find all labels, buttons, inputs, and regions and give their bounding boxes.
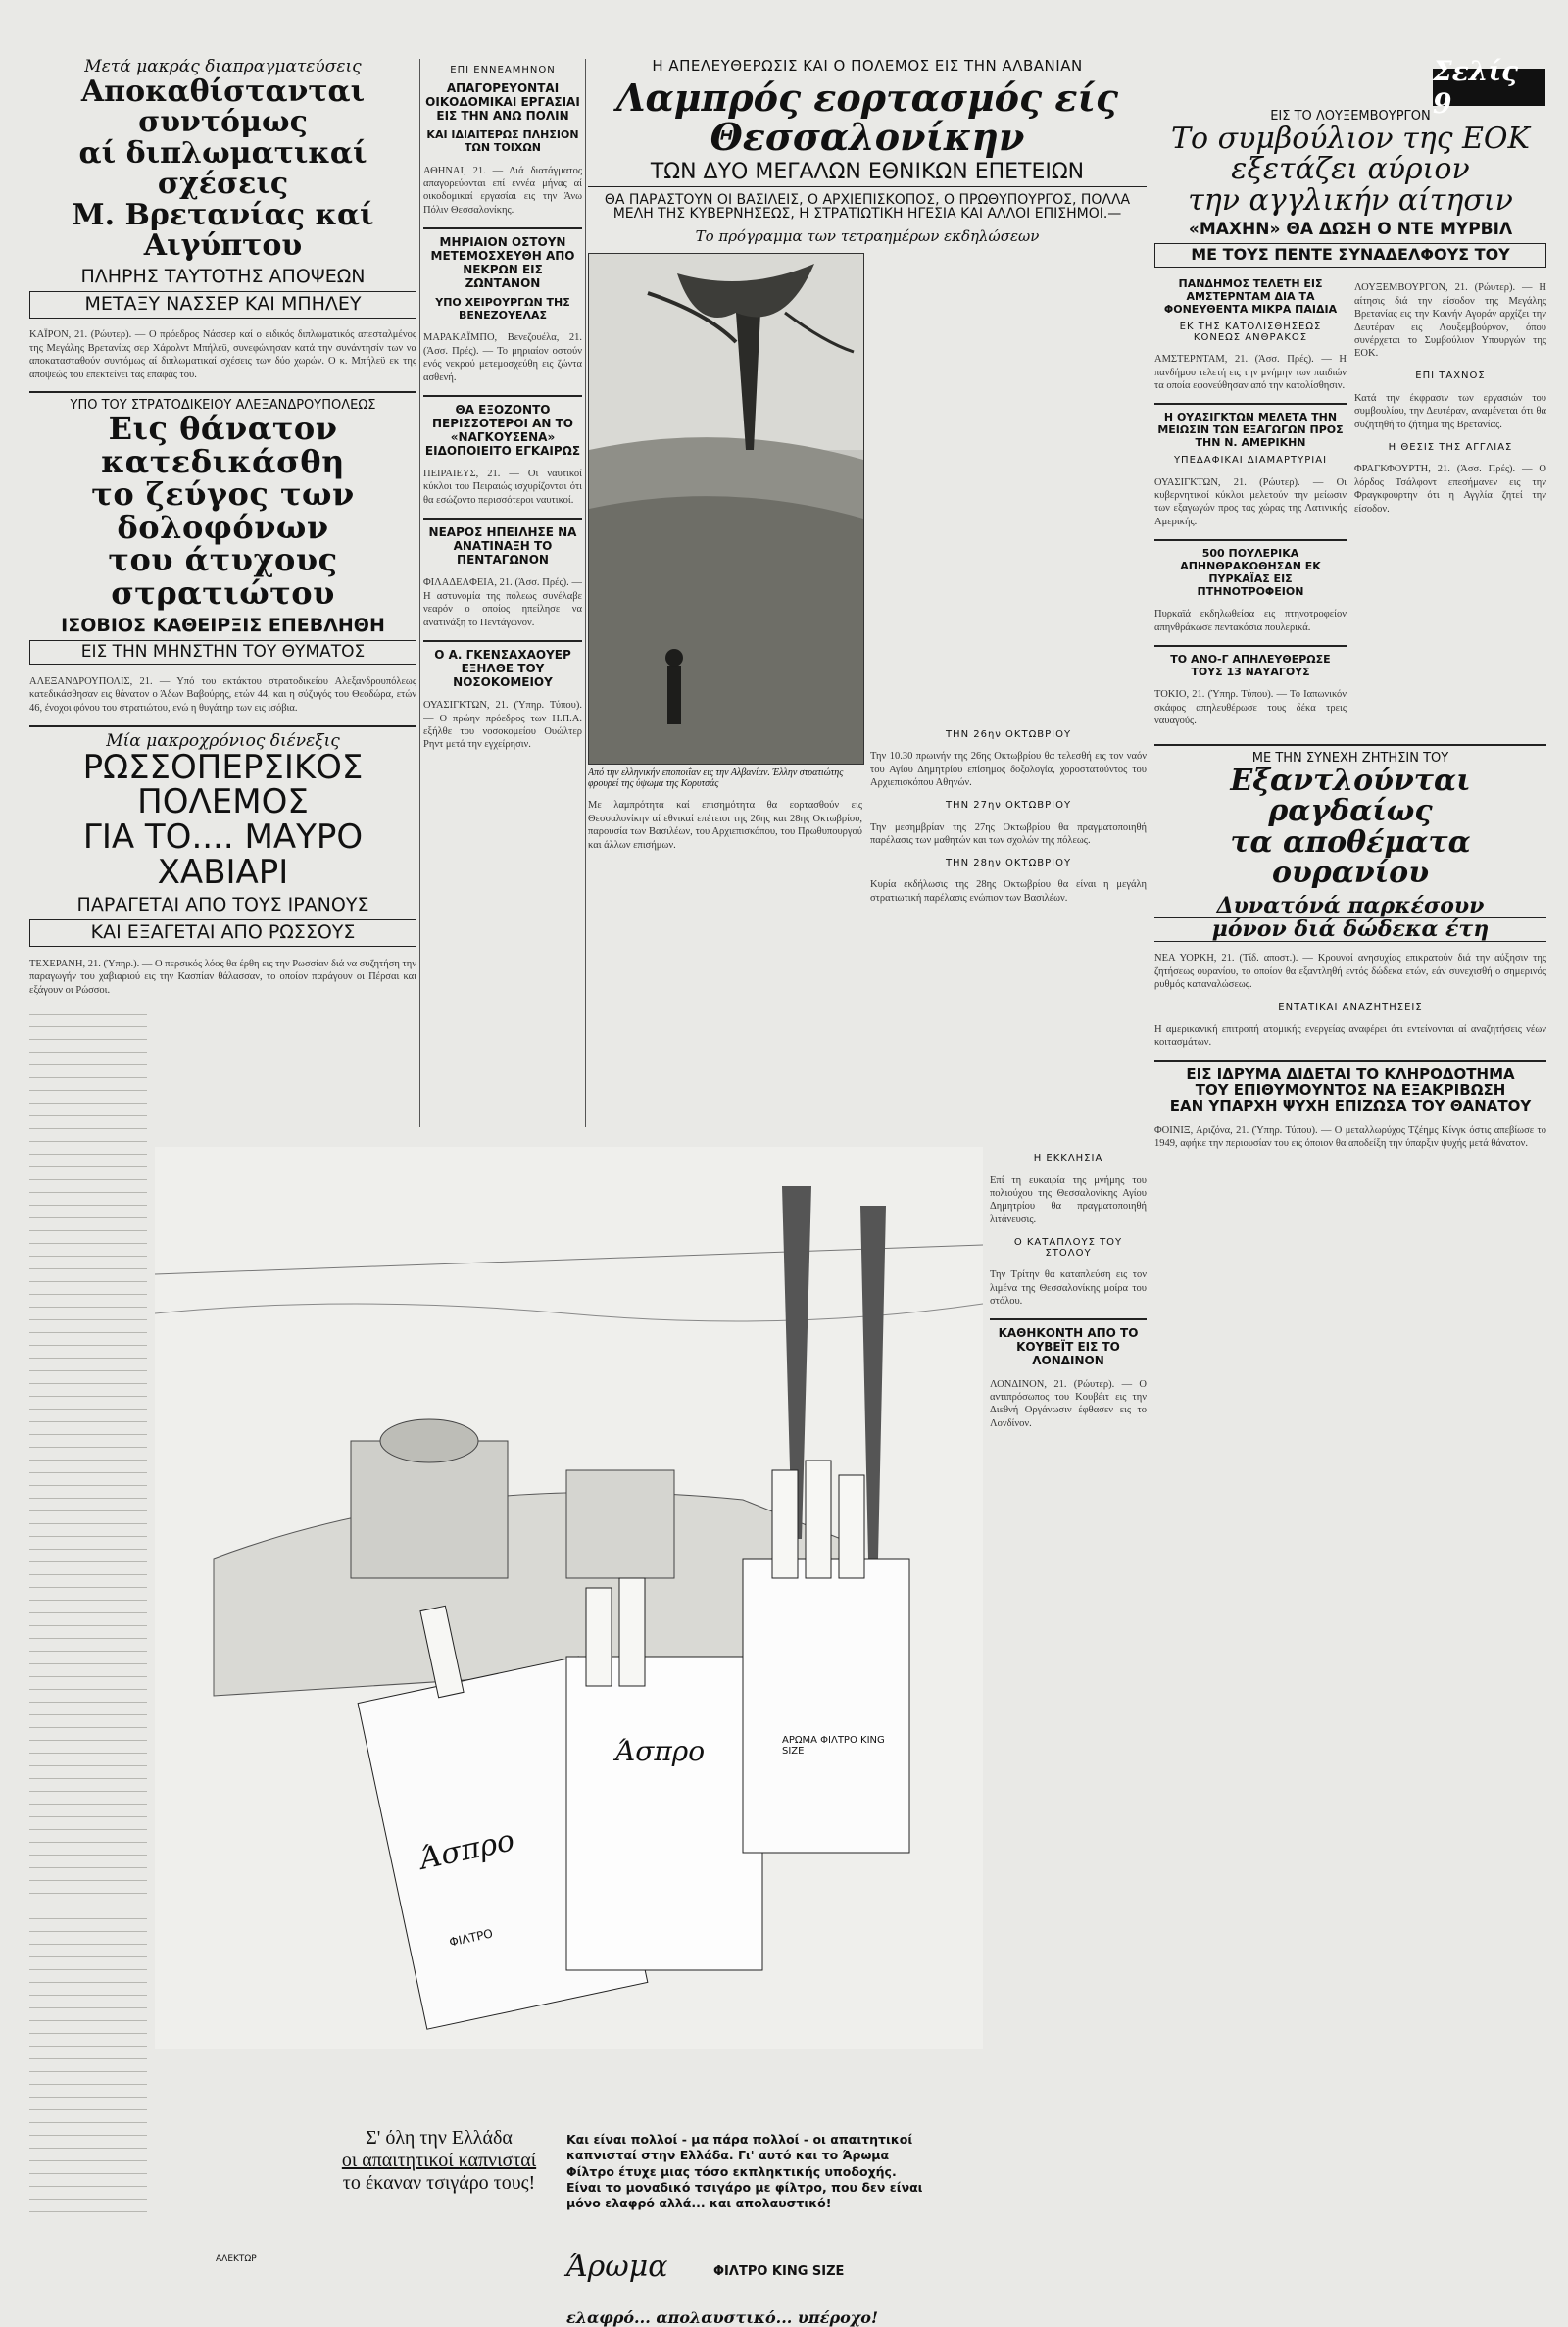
divider (29, 725, 416, 727)
divider (423, 227, 582, 229)
article-headline: ΚΑΘΗΚΟΝΤΗ ΑΠΟ ΤΟ ΚΟΥΒΕΪΤ ΕΙΣ ΤΟ ΛΟΝΔΙΝΟΝ (998, 1326, 1139, 1368)
article-subheadline: ΥΠΟ ΧΕΙΡΟΥΡΓΩΝ ΤΗΣ ΒΕΝΕΖΟΥΕΛΑΣ (435, 295, 570, 322)
divider (423, 518, 582, 520)
right-subcolumn-a (1154, 272, 1347, 738)
divider (423, 640, 582, 642)
pack-brand-label: Άσπρο (416, 1823, 518, 1877)
badge-spacer (1154, 59, 1546, 110)
article-kicker: Μετά μακράς διαπραγματεύσεις (84, 59, 362, 76)
article-subheadline: «ΜΑΧΗΝ» ΘΑ ΔΩΣΗ Ο ΝΤΕ ΜΥΡΒΙΛ (1188, 220, 1513, 240)
article-body: Πυρκαϊά εκδηλωθείσα εις πτηνοτροφείον απηνθράκωσε πεντακόσια πουλερικά. (1154, 609, 1347, 633)
photo-spacer (870, 253, 1147, 723)
article-subheadline: ΠΑΡΑΓΕΤΑΙ ΑΠΟ ΤΟΥΣ ΙΡΑΝΟΥΣ (76, 894, 369, 916)
photo-art (589, 254, 863, 764)
article-kicker: ΥΠΟ ΤΟΥ ΣΤΡΑΤΟΔΙΚΕΙΟΥ ΑΛΕΞΑΝΔΡΟΥΠΟΛΕΩΣ (70, 398, 376, 414)
ad-slogan: ελαφρό... απολαυστικό... υπέροχο! (566, 2308, 878, 2327)
photo-soldier-albania (588, 253, 864, 765)
section-label: Η ΕΚΚΛΗΣΙΑ (1033, 1153, 1103, 1164)
right-column (1154, 59, 1546, 2254)
article-body: Κατά την έκφρασιν των εργασιών του συμβουλίου, την Δευτέραν, αναμένεται ότι θα συζητηθή το ζήτημα της Βρετανίας. (1354, 392, 1546, 430)
section-label: ΤΗΝ 28ην ΟΚΤΩΒΡΙΟΥ (945, 857, 1072, 868)
article-body: Η αμερικανική επιτροπή ατομικής ενεργείας αναφέρει ότι εντείνονται αί αναζητήσεις νέων κοιτασμάτων. (1154, 1023, 1546, 1049)
article-headline: ΜΗΡΙΑΙΟΝ ΟΣΤΟΥΝ ΜΕΤΕΜΟΣΧΕΥΘΗ ΑΠΟ ΝΕΚΡΩΝ ΕΙΣ ΖΩΝΤΑΝΟΝ (430, 234, 575, 290)
article-body: Με λαμπρότητα καί επισημότητα θα εορτασθούν εις Θεσσαλονίκην αί εθνικαί επέτειοι της 26ης και 28ης Οκτωβρίου, παρουσία των Βασιλέων, του Αρχιεπισκόπου, του Πρωθυπουργού και άλλων επισήμων. (588, 800, 862, 851)
divider (1154, 645, 1347, 647)
divider (1154, 744, 1546, 746)
section-label: Η ΘΕΣΙΣ ΤΗΣ ΑΓΓΛΙΑΣ (1388, 441, 1513, 453)
article-kicker: ΜΕ ΤΗΝ ΣΥΝΕΧΗ ΖΗΤΗΣΙΝ ΤΟΥ (1251, 751, 1449, 767)
article-subheadline: ΚΑΙ ΙΔΙΑΙΤΕΡΩΣ ΠΛΗΣΙΟΝ ΤΩΝ ΤΟΙΧΩΝ (426, 128, 579, 154)
photo-block (588, 253, 862, 916)
ad-tagline-line: οι απαιτητικοί καπνισταί (341, 2150, 537, 2171)
article-kicker: ΕΠΙ ΕΝΝΕΑΜΗΝΟΝ (450, 65, 556, 75)
article-body: Την μεσημβρίαν της 27ης Οκτωβρίου θα πραγματοποιηθή παρέλασις των μαθητών και των σχολών της πόλεως. (870, 821, 1147, 846)
article-body: Την 10.30 πρωινήν της 26ης Οκτωβρίου θα τελεσθή εις τον ναόν του Αγίου Δημητρίου επίσημος δοξολογία, χοροστατούντος του Αρχιεπισκόπου Αθηνών. (870, 751, 1147, 789)
column-rule (1151, 59, 1152, 2254)
article-subheadline: ΕΙΣ ΤΗΝ ΜΗΝΣΤΗΝ ΤΟΥ ΘΥΜΑΤΟΣ (29, 640, 416, 666)
article-body-continued (29, 1008, 147, 2223)
article-body: ΛΟΝΔΙΝΟΝ, 21. (Ρώυτερ). — Ο αντιπρόσωπος του Κουβέιτ εις την Διεθνή Οργάνωσιν έφθασεν εις το Λονδίνον. (990, 1378, 1147, 1429)
article-subheadline: ΚΑΙ ΕΞΑΓΕΤΑΙ ΑΠΟ ΡΩΣΣΟΥΣ (29, 919, 416, 947)
article-body: Επί τη ευκαιρία της μνήμης του πολιούχου της Θεσσαλονίκης Αγίου Δημητρίου θα πραγματοποιηθή λιτάνευσις. (990, 1174, 1147, 1225)
article-subheadline: Δυνατόνά παρκέσουν (1216, 892, 1485, 918)
article-headline: αί διπλωματικαί σχέσεις (78, 135, 368, 202)
article-body: ΑΘΗΝΑΙ, 21. — Διά διατάγματος απαγορεύονται επί εννέα μήνας αί οικοδομικαί εργασίαι εις την Άνω Πόλιν Θεσσαλονίκης. (423, 165, 582, 216)
article-subheadline: ΕΚ ΤΗΣ ΚΑΤΟΛΙΣΘΗΣΕΩΣ ΚΟΝΕΩΣ ΑΝΘΡΑΚΟΣ (1179, 321, 1322, 343)
section-label: ΕΠΙ ΤΑΧΝΟΣ (1415, 371, 1486, 382)
article-headline: ΓΙΑ ΤΟ.... ΜΑΥΡΟ ΧΑΒΙΑΡΙ (82, 817, 364, 892)
right-subcolumn-b (1354, 272, 1546, 738)
photo-caption: Από την ελληνικήν εποποιΐαν εις την Αλβανίαν. Έλλην στρατιώτης φρουρεί της ύψωμα της Κορυτσάς (588, 767, 844, 789)
article-body: ΛΟΥΞΕΜΒΟΥΡΓΟΝ, 21. (Ρώυτερ). — Η αίτησις διά την είσοδον της Μεγάλης Βρετανίας εις την Κοινήν Αγοράν αρχίζει την Δευτέραν εις Λουξεμβούργον, όπου συνέρχεται το Συμβούλιον Υπουργών της ΕΟΚ. (1354, 282, 1546, 360)
ad-brand-signature: Άρωμα (566, 2250, 668, 2284)
article-headline: ΡΩΣΣΟΠΕΡΣΙΚΟΣ ΠΟΛΕΜΟΣ (82, 747, 364, 822)
column-rule (585, 59, 586, 1127)
page-number-badge: Σελίς 9 (1433, 69, 1545, 106)
article-headline: ΠΑΝΔΗΜΟΣ ΤΕΛΕΤΗ ΕΙΣ ΑΜΣΤΕΡΝΤΑΜ ΔΙΑ ΤΑ ΦΟΝΕΥΘΕΝΤΑ ΜΙΚΡΑ ΠΑΙΔΙΑ (1163, 276, 1338, 316)
narrow-column (423, 59, 582, 1127)
ad-copy-paragraph: Είναι το μοναδικό τσιγάρο με φίλτρο, που δεν είναι μόνο ελαφρό αλλά... και απολαυστικό! (566, 2179, 923, 2210)
article-headline: το ζεύγος των δολοφόνων (91, 475, 355, 546)
section-label: ΤΗΝ 27ην ΟΚΤΩΒΡΙΟΥ (945, 800, 1072, 812)
column-rule (419, 59, 420, 1127)
article-headline: Μ. Βρετανίας καί Αιγύπτου (72, 197, 374, 264)
article-body: Κυρία εκδήλωσις της 28ης Οκτωβρίου θα είναι η μεγάλη στρατιωτική παρέλασις ενώπιον των Βασιλέων. (870, 879, 1147, 904)
article-body: ΦΟΙΝΙΞ, Αριζόνα, 21. (Ύπηρ. Τύπου). — Ο μεταλλωρύχος Τζέημς Κίνγκ όστις απεβίωσε το 1949, αφήκε την περιουσίαν του εις όποιον θα αποδείξη την ύπαρξιν ψυχής μετά θάνατον. (1154, 1124, 1546, 1150)
article-headline: Το συμβούλιον της ΕΟΚ (1171, 121, 1530, 156)
section-label: ΕΝΤΑΤΙΚΑΙ ΑΝΑΖΗΤΗΣΕΙΣ (1278, 1002, 1423, 1014)
pack-brand-label: Άσπρο (615, 1735, 706, 1767)
article-subheadline: ΥΠΕΔΑΦΙΚΑΙ ΔΙΑΜΑΡΤΥΡΙΑΙ (1173, 455, 1328, 467)
article-body: ΟΥΑΣΙΓΚΤΩΝ, 21. (Ρώυτερ). — Οι κυβερνητικοί κύκλοι μελετούν την μείωσιν των εξαγωγών προς τας χώρας της Λατινικής Αμερικής. (1154, 476, 1347, 527)
article-body: ΝΕΑ ΥΟΡΚΗ, 21. (Τίδ. αποστ.). — Κρουνοί ανησυχίας επικρατούν διά την αύξησιν της ζητήσεως ουρανίου, το οποίον θα εξαντληθή εντός δώδεκα ετών, εάν συνεχισθή ο σημερινός ρυθμός καταναλώσεως. (1154, 953, 1546, 991)
article-headline: ΑΠΑΓΟΡΕΥΟΝΤΑΙ ΟΙΚΟΔΟΜΙΚΑΙ ΕΡΓΑΣΙΑΙ ΕΙΣ ΤΗΝ ΑΝΩ ΠΟΛΙΝ (425, 81, 580, 123)
article-headline: ΘΑ ΕΞΟΖΟΝΤΟ ΠΕΡΙΣΣΟΤΕΡΟΙ ΑΝ ΤΟ «ΝΑΓΚΟΥΣΕΝΑ» ΕΙΔΟΠΟΙΕΙΤΟ ΕΓΚΑΙΡΩΣ (424, 402, 581, 458)
article-headline: Η ΟΥΑΣΙΓΚΤΩΝ ΜΕΛΕΤΑ ΤΗΝ ΜΕΙΩΣΙΝ ΤΩΝ ΕΞΑΓΩΓΩΝ ΠΡΟΣ ΤΗΝ Ν. ΑΜΕΡΙΚΗΝ (1157, 411, 1344, 450)
ad-copy-paragraph: Και είναι πολλοί - μα πάρα πολλοί - οι απαιτητικοί καπνισταί στην Ελλάδα. Γι' αυτό και το Άρωμα Φίλτρο έτυχε μιας τόσο εκπληκτικής υποδοχής. (566, 2132, 913, 2179)
article-body: ΟΥΑΣΙΓΚΤΩΝ, 21. (Ύπηρ. Τύπου). — Ο πρώην πρόεδρος των Η.Π.Α. εξήλθε του νοσοκομείου Ουώλτερ Ρηντ μετά την εγχείρησιν. (423, 700, 582, 751)
article-body: ΦΙΛΑΔΕΛΦΕΙΑ, 21. (Άσσ. Πρές). — Η αστυνομία της πόλεως συνέλαβε νεαρόν ο οποίος ηπείλησε να ανατινάξη το Πεντάγωνον. (423, 577, 582, 628)
article-body: ΜΑΡΑΚΑΪΜΠΟ, Βενεζουέλα, 21. (Άσσ. Πρές). — Το μηριαίον οστούν ενός νεκρού μετεμοσχεύθη εις ζώντα ασθενή. (423, 332, 582, 383)
article-headline: Λαμπρός εορτασμός είς Θεσσαλονίκην (615, 74, 1119, 159)
divider (1154, 539, 1347, 541)
ad-tagline (292, 2127, 586, 2195)
divider (1154, 1060, 1546, 1062)
article-headline: ΝΕΑΡΟΣ ΗΠΕΙΛΗΣΕ ΝΑ ΑΝΑΤΙΝΑΞΗ ΤΟ ΠΕΝΤΑΓΩΝΟΝ (428, 524, 577, 567)
article-headline: ΤΟ ΑΝΟ-Γ ΑΠΗΛΕΥΘΕΡΩΣΕ ΤΟΥΣ 13 ΝΑΥΑΓΟΥΣ (1170, 652, 1331, 678)
ad-filter-label: ΦΙΛΤΡΟ KING SIZE (713, 2264, 845, 2279)
article-subheadline: ΤΩΝ ΔΥΟ ΜΕΓΑΛΩΝ ΕΘΝΙΚΩΝ ΕΠΕΤΕΙΩΝ (588, 161, 1147, 187)
article-kicker: Μία μακροχρόνιος διένεξις (106, 730, 340, 751)
article-body: ΤΕΧΕΡΑΝΗ, 21. (Ύπηρ.). — Ο περσικός λόος θα έρθη εις την Ρωσσίαν διά να συζητήση την παραγωγήν του χαβιαριού εις την Κασπίαν θάλασσαν, το οποίον παράγουν οι Πέρσαι και εξάγουν οι Ρώσσοι. (29, 958, 416, 996)
ad-tagline-line: το έκαναν τσιγάρο τους! (342, 2172, 536, 2194)
ad-copy (566, 2132, 939, 2211)
divider (423, 395, 582, 397)
article-body: ΚΑΪΡΟΝ, 21. (Ρώυτερ). — Ο πρόεδρος Νάσσερ καί ο ειδικός διπλωματικός απεσταλμένος της Μεγάλης Βρετανίας σερ Χάρολντ Μπήλεϋ, συνεφώνησαν κατά την συνάντησίν των να αποκατασταθούν συντόμως αί διπλωματικαί σχέσεις των δύο χωρών. Ο κ. Μπήλεϋ εκ της αποψεώς του επεκτείνει τας επαφάς του. (29, 329, 416, 380)
article-body: ΑΜΣΤΕΡΝΤΑΜ, 21. (Άσσ. Πρές). — Η πανδήμου τελετή εις την μνήμην των παιδιών τα οποία εφονεύθησαν από την κατολίσθησιν. (1154, 354, 1347, 392)
article-headline: ΕΑΝ ΥΠΑΡΧΗ ΨΥΧΗ ΕΠΙΖΩΣΑ ΤΟΥ ΘΑΝΑΤΟΥ (1169, 1096, 1532, 1114)
article-headline: ΕΙΣ ΙΔΡΥΜΑ ΔΙΔΕΤΑΙ ΤΟ ΚΛΗΡΟΔΟΤΗΜΑ (1186, 1065, 1515, 1084)
article-kicker: Η ΑΠΕΛΕΥΘΕΡΩΣΙΣ ΚΑΙ Ο ΠΟΛΕΜΟΣ ΕΙΣ ΤΗΝ ΑΛΒΑΝΙΑΝ (652, 59, 1083, 74)
article-subheadline: ΘΑ ΠΑΡΑΣΤΟΥΝ ΟΙ ΒΑΣΙΛΕΙΣ, Ο ΑΡΧΙΕΠΙΣΚΟΠΟΣ, Ο ΠΡΩΘΥΠΟΥΡΓΟΣ, ΠΟΛΛΑ ΜΕΛΗ ΤΗΣ ΚΥΒΕΡΝΗΣΕΩΣ, Η ΣΤΡΑΤΙΩΤΙΚΗ ΗΓΕΣΙΑ ΚΑΙ ΑΛΛΟΙ ΕΠΙΣΗΜΟΙ.— (604, 191, 1131, 223)
article-body: ΤΟΚΙΟ, 21. (Ύπηρ. Τύπου). — Το Ιαπωνικόν σκάφος απηλευθέρωσε τους δέκα τρεις ναυαγούς. (1154, 689, 1347, 727)
article-headline: την αγγλικήν αίτησιν (1188, 182, 1513, 218)
article-kicker: ΕΙΣ ΤΟ ΛΟΥΞΕΜΒΟΥΡΓΟΝ (1270, 109, 1431, 124)
ad-credit: ΑΛΕΚΤΩΡ (216, 2254, 257, 2264)
ad-tagline-line: Σ' όλη την Ελλάδα (366, 2127, 513, 2149)
article-headline: ΤΟΥ ΕΠΙΘΥΜΟΥΝΤΟΣ ΝΑ ΕΞΑΚΡΙΒΩΣΗ (1195, 1080, 1506, 1099)
pack-filter-label: ΦΙΛΤΡΟ (448, 1926, 495, 1950)
section-label: Ο ΚΑΤΑΠΛΟΥΣ ΤΟΥ ΣΤΟΛΟΥ (1013, 1236, 1123, 1259)
article-body: ΦΡΑΓΚΦΟΥΡΤΗ, 21. (Άσσ. Πρές). — Ο λόρδος Τσάλφοντ επεσήμανεν εις την Φραγκφούρτην ότι η Αγγλία ζητεί την είσοδον. (1354, 464, 1546, 515)
center-column (588, 59, 1147, 1137)
article-subheadline: ΜΕΤΑΞΥ ΝΑΣΣΕΡ ΚΑΙ ΜΠΗΛΕΥ (29, 291, 416, 319)
article-headline: τα αποθέματα ουρανίου (1230, 824, 1471, 891)
article-body: Την Τρίτην θα καταπλεύση εις τον λιμένα της Θεσσαλονίκης μοίρα του στόλου. (990, 1269, 1147, 1308)
pack-size-label: ΑΡΩΜΑ ΦΙΛΤΡΟ KING SIZE (782, 1735, 885, 1757)
article-subheadline: ΠΛΗΡΗΣ ΤΑΥΤΟΤΗΣ ΑΠΟΨΕΩΝ (80, 265, 366, 287)
center-column-continued (990, 1147, 1147, 2254)
article-headline: Αποκαθίστανται συντόμως (80, 74, 366, 140)
article-subheadline: μόνον διά δώδεκα έτη (1154, 917, 1546, 942)
article-body: ΑΛΕΞΑΝΔΡΟΥΠΟΛΙΣ, 21. — Υπό του εκτάκτου στρατοδικείου Αλεξανδρουπόλεως κατεδικάσθησαν εις θάνατον ο Άδων Βαβούρης, ετών 44, και η σύζυγός του Θεοδώρα, ετών 46, ένοχοι φόνου του στρατιώτου, ενώ η θυγάτηρ των εις ισόβια. (29, 675, 416, 714)
program-block (870, 253, 1147, 916)
divider (29, 391, 416, 393)
article-subheadline: ΜΕ ΤΟΥΣ ΠΕΝΤΕ ΣΥΝΑΔΕΛΦΟΥΣ ΤΟΥ (1154, 243, 1546, 268)
article-subheadline: ΙΣΟΒΙΟΣ ΚΑΘΕΙΡΞΙΣ ΕΠΕΒΛΗΘΗ (61, 614, 385, 636)
article-headline: Ο Α. ΓΚΕΝΣΑΧΑΟΥΕΡ ΕΞΗΛΘΕ ΤΟΥ ΝΟΣΟΚΟΜΕΙΟΥ (434, 647, 571, 689)
section-label: ΤΗΝ 26ην ΟΚΤΩΒΡΙΟΥ (945, 728, 1072, 740)
article-headline: του άτυχους στρατιώτου (108, 541, 338, 613)
article-headline: Εξαντλούνται ραγδαίως (1230, 763, 1471, 829)
divider (990, 1318, 1147, 1320)
divider (1154, 403, 1347, 405)
article-headline: Εις θάνατον κατεδικάσθη (101, 410, 345, 480)
article-subheadline: Το πρόγραμμα των τετραημέρων εκδηλώσεων (695, 227, 1040, 245)
article-headline: 500 ΠΟΥΛΕΡΙΚΑ ΑΠΗΝΘΡΑΚΩΘΗΣΑΝ ΕΚ ΠΥΡΚΑΪΑΣ ΕΙΣ ΠΤΗΝΟΤΡΟΦΕΙΟΝ (1180, 546, 1321, 598)
article-body: ΠΕΙΡΑΙΕΥΣ, 21. — Οι ναυτικοί κύκλοι του Πειραιώς ισχυρίζονται ότι θα εσώζοντο περισσότεροι ναυτικοί. (423, 469, 582, 506)
ad-illustration (155, 1147, 983, 2049)
article-headline: εξετάζει αύριον (1231, 152, 1470, 187)
